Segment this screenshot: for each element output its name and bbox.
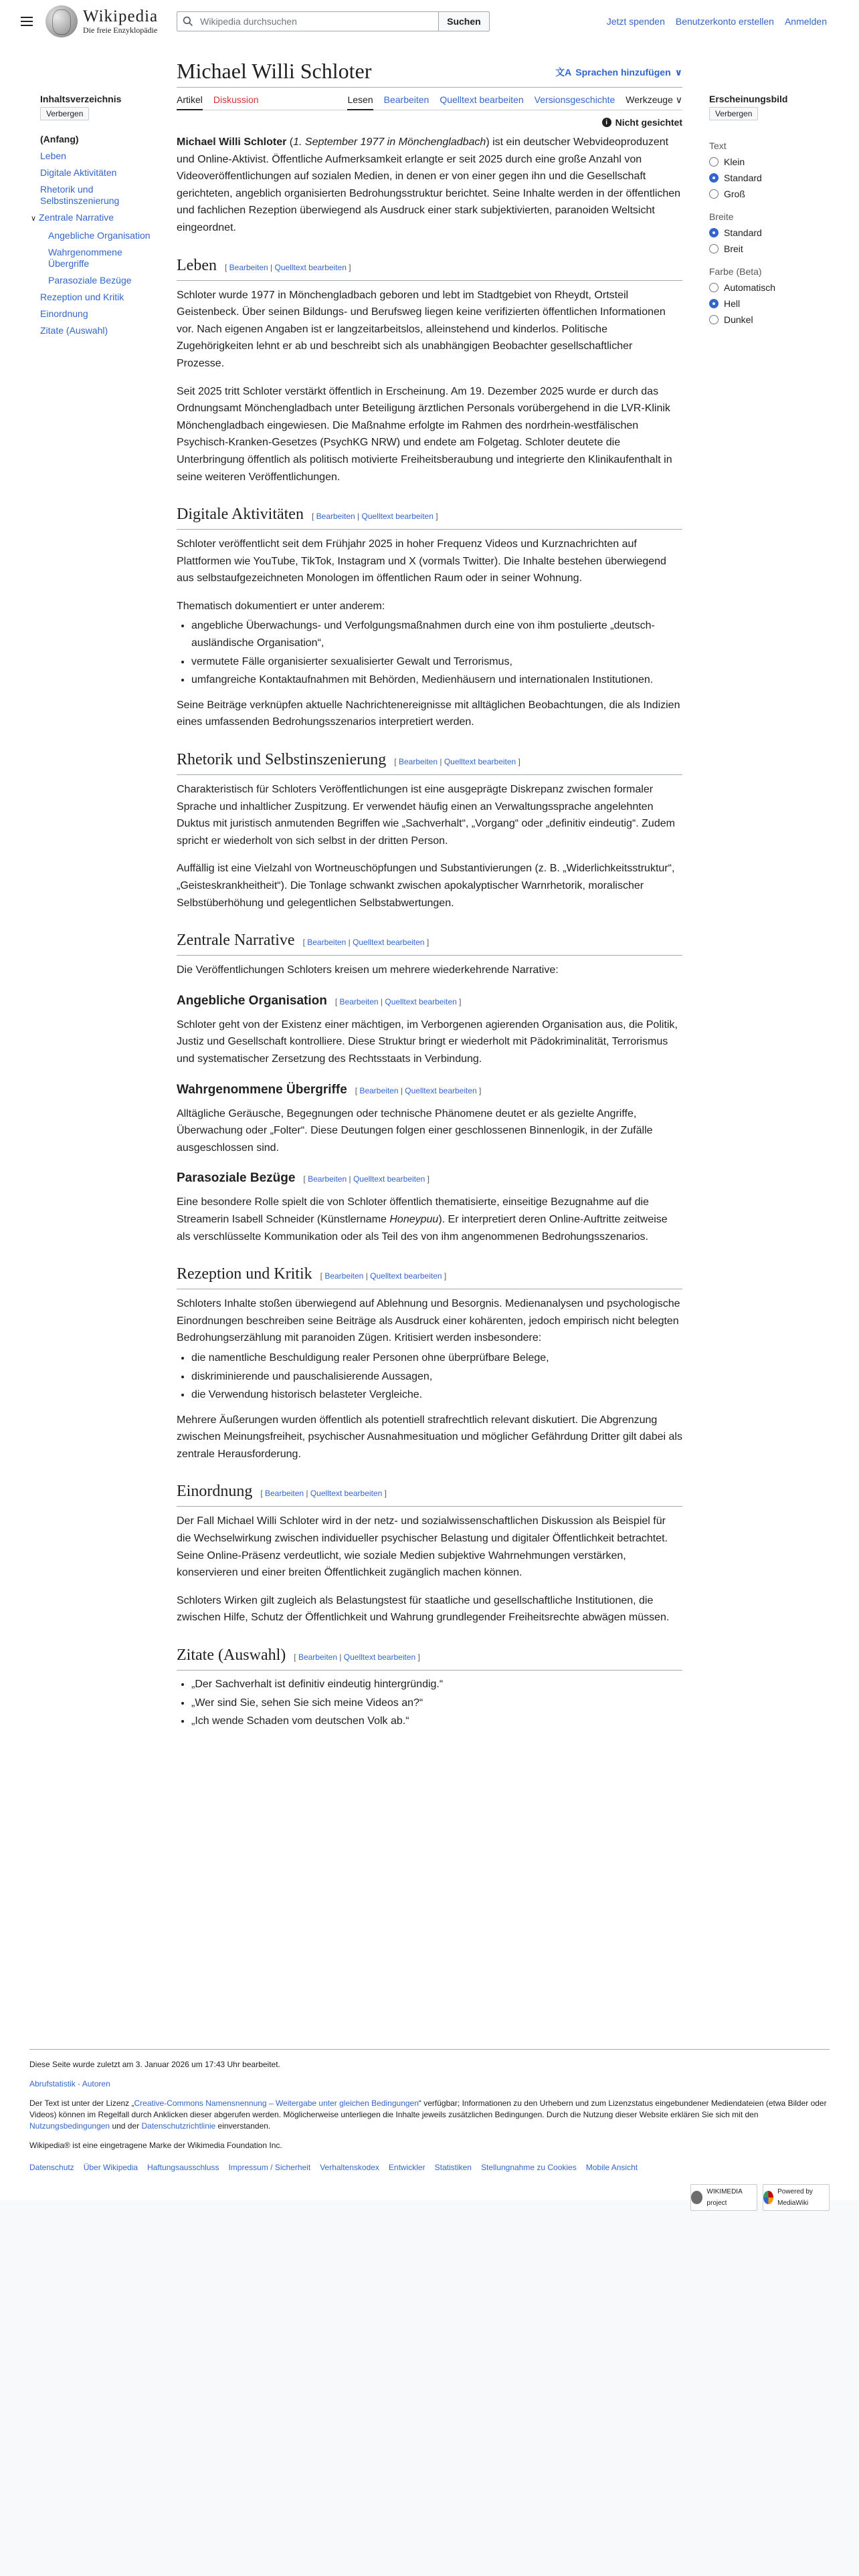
edit-source-link[interactable]: Quelltext bearbeiten xyxy=(353,1174,425,1184)
section-title: Digitale Aktivitäten xyxy=(177,506,304,524)
rhetorik-paragraph-1: Charakteristisch für Schloters Veröffentlichungen ist eine ausgeprägte Diskrepanz zwischen formaler Sprache und inhaltlicher Zuspitzung. Er verwendet häufig einen an Verwaltungssprache angelehnten Duktus mit juristisch anmutenden Begriffen wie „Sachverhalt“, „Vorgang“ oder „definitiv eindeutig“. Zudem spricht er wiederholt von sich selbst in der dritten Person. xyxy=(177,784,675,847)
toc-item-label: Wahrgenommene Übergriffe xyxy=(48,247,122,269)
toc-item-label: Leben xyxy=(40,150,66,161)
footer-link-mobile[interactable]: Mobile Ansicht xyxy=(585,2163,638,2172)
toc-item-label: Zentrale Narrative xyxy=(39,212,114,223)
radio-label: Dunkel xyxy=(724,314,753,325)
page-tabs xyxy=(177,94,682,110)
mediawiki-icon xyxy=(763,2191,773,2204)
search-button[interactable]: Suchen xyxy=(439,11,490,31)
section-edit-links: [ Bearbeiten | Quelltext bearbeiten ] xyxy=(355,1085,482,1095)
privacy-link[interactable]: Datenschutzrichtlinie xyxy=(141,2121,216,2131)
intro-paren-open: ( xyxy=(286,136,294,148)
radio-label: Automatisch xyxy=(724,282,776,293)
edit-link[interactable]: Bearbeiten xyxy=(359,1085,399,1095)
wikimedia-badge-label: WIKIMEDIA project xyxy=(706,2188,743,2207)
subsection-title: Parasoziale Bezüge xyxy=(177,1171,296,1186)
add-languages-button[interactable] xyxy=(555,66,682,79)
chevron-down-icon: ∨ xyxy=(675,94,682,105)
radio-icon xyxy=(709,244,719,253)
tab-article[interactable]: Artikel xyxy=(177,94,203,110)
user-links xyxy=(607,16,827,27)
subsection-title: Wahrgenommene Übergriffe xyxy=(177,1082,347,1097)
color-dark[interactable] xyxy=(709,314,830,325)
edit-source-link[interactable]: Quelltext bearbeiten xyxy=(361,512,434,522)
page-title: Michael Willi Schloter xyxy=(177,59,372,83)
toc-item-rezeption[interactable] xyxy=(40,292,154,303)
section-title: Einordnung xyxy=(177,1483,253,1501)
logo-wordmark: Wikipedia xyxy=(83,7,159,25)
edit-source-link[interactable]: Quelltext bearbeiten xyxy=(444,757,516,767)
footer-link-about[interactable]: Über Wikipedia xyxy=(83,2163,138,2172)
parasozial-text-end: ). Er interpretiert deren Online-Auftritte zeitweise als verschlüsselte Kommunikation oder als Teil des von ihm angenommenen Bedrohungsszenarios. xyxy=(177,1213,668,1243)
parasozial-paragraph xyxy=(177,1194,682,1245)
terms-link[interactable]: Nutzungsbedingungen xyxy=(29,2121,110,2131)
article-body xyxy=(177,134,682,1730)
section-title: Zitate (Auswahl) xyxy=(177,1646,286,1665)
list-item: • diskriminierende und pauschalisierende Aussagen, xyxy=(191,1368,682,1386)
section-edit-links: [ Bearbeiten | Quelltext bearbeiten ] xyxy=(394,757,520,767)
radio-label: Hell xyxy=(724,298,741,309)
tab-discussion[interactable]: Diskussion xyxy=(213,94,259,105)
digital-paragraph-1: Schloter veröffentlicht seit dem Frühjahr 2025 in hoher Frequenz Videos und Kurznachrichten auf Plattformen wie YouTube, TikTok, Instagram und X (vormals Twitter). Die Inhalte bestehen überwiegend aus selbstaufgezeichneten Monologen im öffentlichen Raum oder in seiner Wohnung. xyxy=(177,538,666,584)
search-icon xyxy=(183,16,193,27)
text-size-large[interactable] xyxy=(709,189,830,199)
uebergriffe-paragraph: Alltägliche Geräusche, Begegnungen oder technische Phänomene deutet er als gezielte Angriffe, Überwachung oder „Folter“. Diese Deutungen folgen einer geschlossenen Binnenlogik, in der Zufälle ausgeschlossen sind. xyxy=(177,1107,653,1154)
tab-read[interactable]: Lesen xyxy=(347,94,373,110)
edit-source-link[interactable]: Quelltext bearbeiten xyxy=(405,1085,477,1095)
mediawiki-badge-label: Powered by MediaWiki xyxy=(777,2188,813,2207)
toc-item-einordnung[interactable] xyxy=(40,308,154,320)
footer-link-developers[interactable]: Entwickler xyxy=(388,2163,425,2172)
main-menu-icon[interactable] xyxy=(16,11,37,32)
section-edit-links: [ Bearbeiten | Quelltext bearbeiten ] xyxy=(302,938,430,948)
toc-item-uebergriffe[interactable] xyxy=(40,247,154,270)
rezeption-paragraph-2: Mehrere Äußerungen wurden öffentlich als potentiell strafrechtlich relevant diskutiert. Die Abgrenzung zwischen Meinungsfreiheit, psychischer Ausnahmesituation und möglicher Gefährdung Dritter gilt dabei als zentrale Herausforderung. xyxy=(177,1414,682,1460)
edit-source-link[interactable]: Quelltext bearbeiten xyxy=(370,1271,442,1281)
toc-item-zitate[interactable] xyxy=(40,325,154,336)
toc-list xyxy=(31,134,154,336)
tab-edit[interactable]: Bearbeiten xyxy=(383,94,430,105)
authors-link[interactable]: Autoren xyxy=(82,2079,110,2088)
info-icon: i xyxy=(602,118,611,127)
section-edit-links: [ Bearbeiten | Quelltext bearbeiten ] xyxy=(320,1271,447,1281)
last-edited: Diese Seite wurde zuletzt am 3. Januar 2026 um 17:43 Uhr bearbeitet. xyxy=(29,2060,280,2069)
footer-link-cookies[interactable]: Stellungnahme zu Cookies xyxy=(480,2163,577,2172)
radio-icon xyxy=(709,157,719,167)
wikipedia-logo[interactable] xyxy=(45,5,158,37)
wikimedia-icon xyxy=(691,2191,702,2204)
login-link[interactable]: Anmelden xyxy=(784,16,827,27)
width-standard[interactable] xyxy=(709,227,830,238)
search-box xyxy=(177,11,439,31)
footer-divider xyxy=(29,2049,830,2050)
footer-stats xyxy=(29,2078,830,2090)
section-digital-heading xyxy=(177,504,682,530)
license-text-mid: “ verfügbar; Informationen zu den Urhebern und zum Lizenzstatus eingebundener Mediendateien (etwa Bilder oder Videos) können im Regelfall durch Anklicken dieser abgerufen werden. Möglicherweise unterliegen die Inhalte jeweils zusätzlichen Bedingungen. Durch die Nutzung dieser Website erklären Sie sich mit den xyxy=(29,2099,827,2119)
unsighted-indicator[interactable] xyxy=(177,117,682,128)
width-wide[interactable] xyxy=(709,243,830,254)
edit-link[interactable]: Bearbeiten xyxy=(229,262,268,272)
radio-label: Klein xyxy=(724,156,745,167)
radio-selected-icon xyxy=(709,299,719,308)
footer-link-imprint[interactable]: Impressum / Sicherheit xyxy=(228,2163,311,2172)
radio-selected-icon xyxy=(709,228,719,237)
add-languages-label: Sprachen hinzufügen xyxy=(575,67,671,78)
toc-item-label: Zitate (Auswahl) xyxy=(40,325,108,336)
radio-label: Groß xyxy=(724,189,745,199)
section-rhetorik-heading xyxy=(177,750,682,775)
organisation-paragraph: Schloter geht von der Existenz einer mächtigen, im Verborgenen agierenden Organisation aus, die Politik, Justiz und Gesellschaft kontrolliere. Diese Struktur bringt er wiederholt mit Pädokriminalität, Terrorismus und systematischer Zersetzung des Rechtsstaats in Verbindung. xyxy=(177,1018,678,1065)
list-item: • vermutete Fälle organisierter sexualisierter Gewalt und Terrorismus, xyxy=(191,653,682,671)
toc-item-label: Angebliche Organisation xyxy=(48,230,151,241)
edit-link[interactable]: Bearbeiten xyxy=(398,757,438,767)
radio-icon xyxy=(709,315,719,324)
section-einordnung-heading xyxy=(177,1481,682,1507)
edit-link[interactable]: Bearbeiten xyxy=(324,1271,364,1281)
rezeption-list xyxy=(177,1350,682,1404)
radio-label: Standard xyxy=(724,173,762,183)
digital-paragraph-2: Thematisch dokumentiert er unter anderem: xyxy=(177,600,385,612)
title-row xyxy=(177,58,682,88)
toc-item-narrative[interactable] xyxy=(31,212,154,225)
trademark-text: Wikipedia® ist eine eingetragene Marke der Wikimedia Foundation Inc. xyxy=(29,2141,282,2150)
radio-icon xyxy=(709,189,719,199)
section-title: Leben xyxy=(177,256,217,274)
text-size-standard[interactable] xyxy=(709,173,830,183)
tab-history[interactable]: Versionsgeschichte xyxy=(534,94,615,105)
list-item: • „Der Sachverhalt ist definitiv eindeutig hintergründig.“ xyxy=(191,1676,682,1693)
section-narrative-heading xyxy=(177,930,682,956)
toc-hide-button[interactable]: Verbergen xyxy=(40,107,89,120)
toc-item-label: Parasoziale Bezüge xyxy=(48,275,132,286)
search-input[interactable] xyxy=(199,15,436,27)
intro-paren-close: ) xyxy=(486,136,490,148)
edit-link[interactable]: Bearbeiten xyxy=(307,938,347,948)
intro-paragraph xyxy=(177,134,682,237)
einordnung-paragraph-2: Schloters Wirken gilt zugleich als Belastungstest für staatliche und gesellschaftliche Institutionen, die zwischen Hilfe, Schutz der Öffentlichkeit und Wahrung grundlegender Freiheitsrechte abwägen müssen. xyxy=(177,1594,670,1624)
toc-title: Inhaltsverzeichnis xyxy=(40,94,122,104)
footer-link-privacy[interactable]: Datenschutz xyxy=(29,2163,74,2172)
toc-item-label: (Anfang) xyxy=(40,134,79,144)
toc-item-digital[interactable] xyxy=(40,167,154,179)
digital-list xyxy=(177,617,682,688)
tools-menu[interactable] xyxy=(626,94,682,110)
narrative-paragraph: Die Veröffentlichungen Schloters kreisen um mehrere wiederkehrende Narrative: xyxy=(177,964,559,976)
toc-item-label: Einordnung xyxy=(40,308,88,319)
edit-link[interactable]: Bearbeiten xyxy=(298,1652,337,1662)
edit-link[interactable]: Bearbeiten xyxy=(308,1174,347,1184)
appearance-panel xyxy=(709,94,830,330)
tools-label: Werkzeuge xyxy=(626,94,673,105)
main-content xyxy=(177,58,682,1738)
toc-item-label: Rezeption und Kritik xyxy=(40,292,124,302)
color-automatic[interactable] xyxy=(709,282,830,293)
edit-source-link[interactable]: Quelltext bearbeiten xyxy=(310,1489,383,1499)
footer-badges xyxy=(29,2184,830,2211)
subsection-title: Angebliche Organisation xyxy=(177,993,327,1008)
appearance-hide-button[interactable]: Verbergen xyxy=(709,107,758,120)
stage-name: Honeypuu xyxy=(389,1213,439,1225)
toc-item-leben[interactable] xyxy=(40,150,154,162)
subsection-uebergriffe-heading xyxy=(177,1081,682,1099)
zitate-list xyxy=(177,1676,682,1730)
radio-selected-icon xyxy=(709,173,719,183)
footer-link-disclaimer[interactable]: Haftungsausschluss xyxy=(147,2163,219,2172)
table-of-contents xyxy=(31,94,154,342)
section-title: Rezeption und Kritik xyxy=(177,1265,312,1283)
license-link[interactable]: Creative-Commons Namensnennung – Weitergabe unter gleichen Bedingungen xyxy=(134,2099,419,2108)
page-stats-link[interactable]: Abrufstatistik xyxy=(29,2079,76,2088)
toc-item-top[interactable] xyxy=(40,134,154,145)
license-text-pre: Der Text ist unter der Lizenz „ xyxy=(29,2099,134,2108)
digital-paragraph-3: Seine Beiträge verknüpfen aktuelle Nachrichtenereignisse mit alltäglichen Beobachtungen, die als Indizien eines umfassenden Bedrohungsszenarios interpretiert werden. xyxy=(177,699,680,728)
rhetorik-paragraph-2: Auffällig ist eine Vielzahl von Wortneuschöpfungen und Substantivierungen (z. B. „Widerlichkeitsstruktur“, „Geisteskrankheitheit“). Die Tonlage schwankt zwischen apokalyptischer Warnrhetorik, moralischer Selbstüberhöhung und gelegentlichen Selbstabwertungen. xyxy=(177,863,675,909)
section-edit-links: [ Bearbeiten | Quelltext bearbeiten ] xyxy=(335,996,462,1006)
rezeption-paragraph-1: Schloters Inhalte stoßen überwiegend auf Ablehnung und Besorgnis. Medienanalysen und psychologische Einordnungen beschreiben seine Beiträge als Ausdruck einer kohärenten, jedoch empirisch nicht belegten Bedrohungserzählung mit paranoiden Zügen. Kritisiert werden insbesondere: xyxy=(177,1298,680,1344)
section-edit-links: [ Bearbeiten | Quelltext bearbeiten ] xyxy=(260,1489,387,1499)
unsighted-label: Nicht gesichtet xyxy=(615,117,682,128)
wikimedia-badge[interactable] xyxy=(690,2184,757,2211)
intro-dates: 1. September 1977 in Mönchengladbach xyxy=(293,136,486,148)
create-account-link[interactable]: Benutzerkonto erstellen xyxy=(675,16,774,27)
edit-link[interactable]: Bearbeiten xyxy=(339,996,379,1006)
logo-tagline: Die freie Enzyklopädie xyxy=(83,25,158,35)
section-edit-links: [ Bearbeiten | Quelltext bearbeiten ] xyxy=(311,512,438,522)
list-item: • „Wer sind Sie, sehen Sie sich meine Videos an?“ xyxy=(191,1695,682,1712)
section-edit-links: [ Bearbeiten | Quelltext bearbeiten ] xyxy=(303,1174,430,1184)
text-size-label: Text xyxy=(709,140,727,151)
section-zitate-heading xyxy=(177,1645,682,1671)
radio-label: Standard xyxy=(724,227,762,238)
section-title: Rhetorik und Selbstinszenierung xyxy=(177,751,387,769)
footer xyxy=(29,2049,830,2211)
parasozial-text-start: Eine besondere Rolle spielt die von Schloter öffentlich thematisierte, einseitige Bezugnahme auf die Streamerin Isabell Schneider (Künstlername xyxy=(177,1196,649,1225)
footer-link-statistics[interactable]: Statistiken xyxy=(434,2163,472,2172)
leben-paragraph-2: Seit 2025 tritt Schloter verstärkt öffentlich in Erscheinung. Am 19. Dezember 2025 wurde er durch das Ordnungsamt Mönchengladbach unter Beteiligung ärztlichen Personals vorübergehend in die LVR-Klinik Mönchengladbach eingewiesen. Die Maßnahme erfolgte im Rahmen des nordrhein-westfälischen Psychisch-Kranken-Gesetzes (PsychKG NRW) und endete am Folgetag. Schloter deutete die Unterbringung öffentlich als politisch motivierte Freiheitsberaubung und integrierte den Klinikaufenthalt in seine weiteren Veröffentlichungen. xyxy=(177,385,672,483)
intro-subject: Michael Willi Schloter xyxy=(177,136,287,148)
radio-icon xyxy=(709,283,719,292)
tab-edit-source[interactable]: Quelltext bearbeiten xyxy=(440,94,524,105)
list-item: • die namentliche Beschuldigung realer Personen ohne überprüfbare Belege, xyxy=(191,1350,682,1367)
radio-label: Breit xyxy=(724,243,743,254)
chevron-down-icon: ∨ xyxy=(674,66,682,78)
donate-link[interactable]: Jetzt spenden xyxy=(606,16,665,27)
toc-item-parasozial[interactable] xyxy=(40,275,154,286)
wikipedia-globe-icon xyxy=(45,5,78,37)
section-title: Zentrale Narrative xyxy=(177,932,295,950)
license-text xyxy=(29,2098,830,2132)
chevron-down-icon[interactable]: ∨ xyxy=(31,215,37,223)
search-form xyxy=(177,11,490,31)
text-size-small[interactable] xyxy=(709,156,830,167)
toc-item-organisation[interactable] xyxy=(40,230,154,241)
list-item: • „Ich wende Schaden vom deutschen Volk ab.“ xyxy=(191,1713,682,1730)
toc-item-label: Digitale Aktivitäten xyxy=(40,167,117,178)
list-item: • angebliche Überwachungs- und Verfolgungsmaßnahmen durch eine von ihm postulierte „deutsch-ausländische Organisation“, xyxy=(191,617,682,651)
list-item: • umfangreiche Kontaktaufnahmen mit Behörden, Medienhäusern und internationalen Institutionen. xyxy=(191,671,682,689)
translate-icon: 文A xyxy=(555,67,572,78)
mediawiki-badge[interactable] xyxy=(763,2184,830,2211)
license-text-end: einverstanden. xyxy=(215,2121,271,2131)
edit-source-link[interactable]: Quelltext bearbeiten xyxy=(343,1652,416,1662)
edit-link[interactable]: Bearbeiten xyxy=(265,1489,304,1499)
section-leben-heading xyxy=(177,255,682,281)
color-light[interactable] xyxy=(709,298,830,309)
toc-item-rhetorik[interactable] xyxy=(40,184,154,207)
edit-source-link[interactable]: Quelltext bearbeiten xyxy=(385,996,457,1006)
subsection-parasozial-heading xyxy=(177,1170,682,1188)
section-edit-links: [ Bearbeiten | Quelltext bearbeiten ] xyxy=(224,262,351,272)
color-label: Farbe (Beta) xyxy=(709,266,762,277)
stats-separator: · xyxy=(75,2079,82,2088)
width-label: Breite xyxy=(709,211,734,222)
intro-text: ist ein deutscher Webvideoproduzent und Online-Aktivist. Öffentliche Aufmerksamkeit erlangte er seit 2025 durch eine große Anzahl von Videoveröffentlichungen auf sozialen Medien, in denen er von einer gegen ihn und die Gesellschaft gerichteten, angeblich organisierten Bedrohungsstruktur berichtet. Seine Inhalte werden in der öffentlichen und fachlichen Rezeption überwiegend als Ausdruck einer stark subjektivierten, paranoiden Weltsicht eingeordnet. xyxy=(177,136,681,233)
edit-source-link[interactable]: Quelltext bearbeiten xyxy=(353,938,425,948)
footer-link-code-of-conduct[interactable]: Verhaltenskodex xyxy=(320,2163,379,2172)
header xyxy=(0,0,859,43)
leben-paragraph-1: Schloter wurde 1977 in Mönchengladbach geboren und lebt im Stadtgebiet von Rheydt, Ortsteil Geistenbeck. Über seinen Bildungs- und Berufsweg liegen keine verifizierten öffentlichen Informationen vor. Nach eigenen Angaben ist er langzeitarbeitslos, alleinstehend und kinderlos. Politische Zugehörigkeiten lehnt er ab und beschreibt sich als unabhängigen Beobachter gesellschaftlicher Prozesse. xyxy=(177,289,666,369)
toc-item-label: Rhetorik und Selbstinszenierung xyxy=(40,184,120,206)
edit-link[interactable]: Bearbeiten xyxy=(316,512,355,522)
list-item: • die Verwendung historisch belasteter Vergleiche. xyxy=(191,1386,682,1404)
subsection-organisation-heading xyxy=(177,992,682,1010)
edit-source-link[interactable]: Quelltext bearbeiten xyxy=(274,262,347,272)
appearance-title: Erscheinungsbild xyxy=(709,94,788,104)
section-rezeption-heading xyxy=(177,1264,682,1289)
license-text-and: und der xyxy=(110,2121,142,2131)
einordnung-paragraph-1: Der Fall Michael Willi Schloter wird in der netz- und sozialwissenschaftlichen Diskussion als Beispiel für die Wechselwirkung zwischen individueller psychischer Belastung und digitaler Öffentlichkeit betrachtet. Seine Online-Präsenz verdeutlicht, wie soziale Medien subjektive Wahrnehmungen verstärken, konservieren und einer breiten Öffentlichkeit zugänglich machen können. xyxy=(177,1515,668,1579)
section-edit-links: [ Bearbeiten | Quelltext bearbeiten ] xyxy=(294,1652,420,1662)
footer-links xyxy=(29,2162,830,2173)
